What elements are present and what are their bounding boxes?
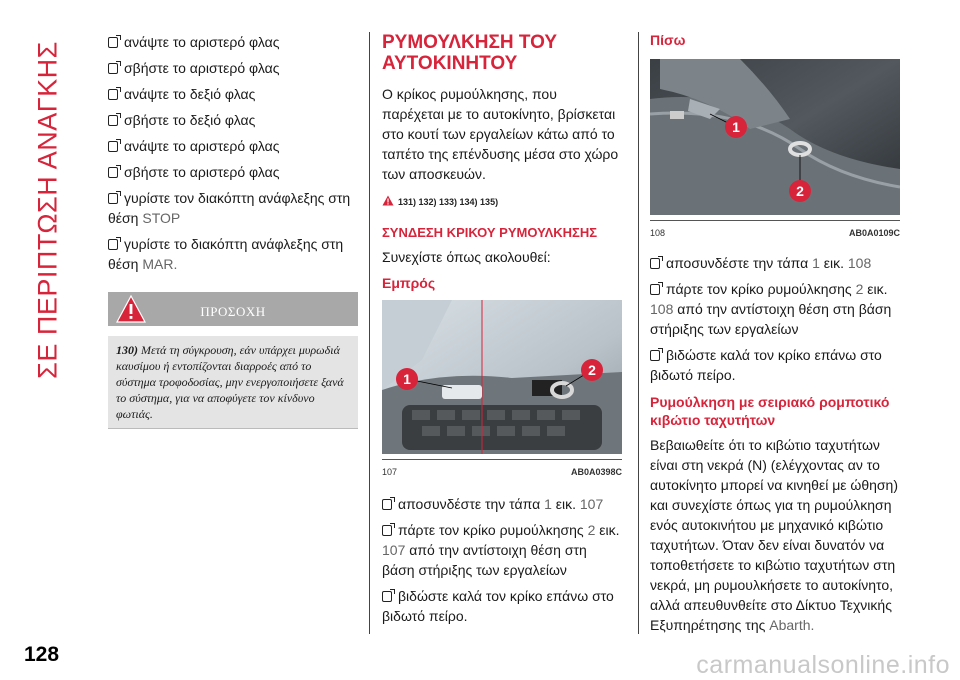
step-item: γυρίστε τον διακόπτη ανάφλεξης στη θέση STOP (108, 190, 351, 226)
step-item: πάρτε τον κρίκο ρυμούλκησης 2 εικ. 107 από την αντίστοιχη θέση στη βάση στήριξης των εργαλείων (382, 522, 620, 578)
step-item: σβήστε το δεξιό φλας (108, 110, 358, 130)
svg-text:2: 2 (796, 183, 804, 199)
step-item: αποσυνδέστε την τάπα 1 εικ. 108 (650, 253, 900, 273)
robotic-gearbox-heading: Ρυμούλκηση με σειριακό ρομποτικό κιβώτιο ταχυτήτων (650, 394, 890, 428)
checkbox-icon (650, 258, 660, 269)
step-item: γυρίστε το διακόπτη ανάφλεξης στη θέση MAR. (108, 236, 344, 272)
step-item: σβήστε το αριστερό φλας (108, 162, 358, 182)
warning-title: ΠΡΟΣΟΧΗ (200, 304, 266, 319)
rear-label: Πίσω (650, 32, 686, 48)
svg-text:1: 1 (732, 119, 740, 135)
warning-header (108, 292, 358, 326)
column-divider (369, 32, 370, 634)
figure-caption: 108 AB0A0109C (650, 228, 900, 238)
sub-intro: Συνεχίστε όπως ακολουθεί: (382, 249, 551, 265)
checkbox-icon (108, 37, 118, 48)
step-item: βιδώστε καλά τον κρίκο επάνω στο βιδωτό πείρο. (382, 588, 614, 624)
watermark: carmanualsonline.info (696, 651, 950, 679)
column-right (650, 32, 900, 643)
intro-paragraph: Ο κρίκος ρυμούλκησης, που παρέχεται με το αυτοκίνητο, βρίσκεται στο κουτί των εργαλείων κάτω από το ταπέτο της επένδυσης μέσα στο χώρο των αποσκευών. (382, 86, 619, 182)
svg-text:2: 2 (588, 362, 596, 378)
warning-references: 131) 132) 133) 134) 135) (382, 192, 622, 212)
checkbox-icon (108, 193, 118, 204)
checkbox-icon (108, 141, 118, 152)
page-number: 128 (24, 643, 60, 666)
step-item: ανάψτε το δεξιό φλας (108, 84, 358, 104)
step-item: ανάψτε το αριστερό φλας (108, 136, 358, 156)
checkbox-icon (382, 591, 392, 602)
column-middle (382, 32, 622, 632)
checkbox-icon (108, 239, 118, 250)
rear-bumper-photo (650, 59, 900, 215)
sub-heading: ΣΥΝΔΕΣΗ ΚΡΙΚΟΥ ΡΥΜΟΥΛΚΗΣΗΣ (382, 225, 598, 240)
chapter-side-title (18, 20, 78, 400)
column-left (108, 32, 358, 429)
figure-107 (382, 300, 622, 460)
section-heading: ΡΥΜΟΥΛΚΗΣΗ ΤΟΥ ΑΥΤΟΚΙΝΗΤΟΥ (382, 32, 558, 74)
step-item: ανάψτε το αριστερό φλας (108, 32, 358, 52)
checkbox-icon (650, 350, 660, 361)
figure-108 (650, 59, 900, 221)
chapter-side-title-text: ΣΕ ΠΕΡΙΠΤΩΣΗ ΑΝΑΓΚΗΣ (32, 41, 63, 379)
checkbox-icon (108, 89, 118, 100)
front-label: Εμπρός (382, 275, 436, 291)
warning-triangle-icon (382, 195, 394, 206)
checkbox-icon (108, 63, 118, 74)
checkbox-icon (108, 115, 118, 126)
step-item: βιδώστε καλά τον κρίκο επάνω στο βιδωτό πείρο. (650, 347, 882, 383)
figure-caption: 107 AB0A0398C (382, 467, 622, 477)
robotic-gearbox-text: Βεβαιωθείτε ότι το κιβώτιο ταχυτήτων είναι στη νεκρά (N) (ελέγχοντας αν το αυτοκίνητο μπορεί να κινηθεί με ώθηση) και συνεχίστε όπως για τη ρυμούλκηση ενός αυτοκινήτου με μηχανικό κιβώτιο ταχυτήτων. Όταν δεν είναι δυνατόν να τοποθετήσετε το κιβώτιο ταχυτήτων στη νεκρά, μη ρυμουλκήσετε το αυτοκίνητο, αλλά απευθυνθείτε στο Δίκτυο Τεχνικής Εξυπηρέτησης της Abarth. (650, 437, 898, 633)
step-item: αποσυνδέστε την τάπα 1 εικ. 107 (382, 494, 622, 514)
checkbox-icon (108, 167, 118, 178)
step-item: πάρτε τον κρίκο ρυμούλκησης 2 εικ. 108 από την αντίστοιχη θέση στη βάση στήριξης των εργαλείων (650, 281, 892, 337)
checkbox-icon (382, 499, 392, 510)
svg-text:1: 1 (403, 371, 411, 387)
warning-text: 130) Μετά τη σύγκρουση, εάν υπάρχει μυρωδιά καυσίμου ή εντοπίζονται διαρροές από το σύστημα τροφοδοσίας, μην ενεργοποιήσετε ξανά το σύστημα, για να αποφύγετε τον κίνδυνο φωτιάς. (108, 336, 358, 429)
checkbox-icon (650, 284, 660, 295)
checkbox-icon (382, 525, 392, 536)
front-bumper-photo (382, 300, 622, 454)
step-item: σβήστε το αριστερό φλας (108, 58, 358, 78)
column-divider (638, 32, 639, 634)
